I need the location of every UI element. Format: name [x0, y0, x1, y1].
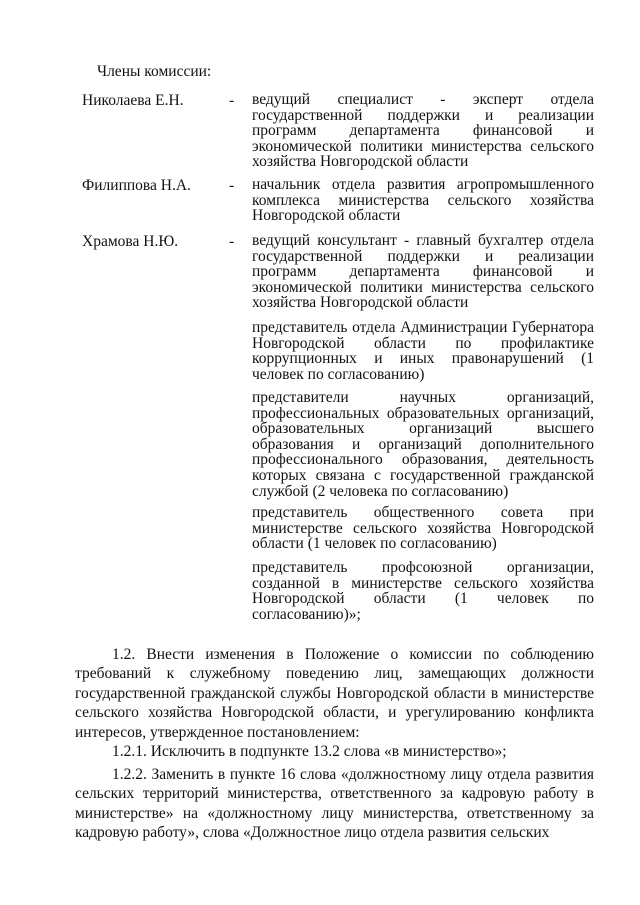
- extra-member-description: представитель отдела Администрации Губернатора Новгородской области по профилактике коррупционных и иных правонарушений (1 человек по согласованию): [252, 319, 594, 383]
- member-dash: -: [229, 92, 235, 109]
- member-name: Храмова Н.Ю.: [82, 233, 179, 250]
- member-name: Николаева Е.Н.: [82, 92, 184, 109]
- extra-member-description: представитель профсоюзной организации, созданной в министерстве сельского хозяйства Новгородской области (1 человек по согласованию)»;: [252, 559, 594, 623]
- member-dash: -: [229, 177, 235, 194]
- body-paragraph: 1.2.1. Исключить в подпункте 13.2 слова «в министерство»;: [112, 743, 507, 760]
- extra-member-description: представители научных организаций, профессиональных образовательных организаций, образовательных организаций высшего образования и организаций дополнительного профессионального образования, деятельность которых связана с государственной гражданской службой (2 человека по согласованию): [252, 389, 594, 500]
- body-paragraph: 1.2.2. Заменить в пункте 16 слова «должностному лицу отдела развития сельских территорий министерства, ответственного за кадровую работу в министерстве» на «должностному лицу министерства, ответственному за кадровую работу», слова «Должностное лицо отдела развития сельских: [75, 766, 594, 842]
- member-description: ведущий специалист - эксперт отдела государственной поддержки и реализации программ департамента финансовой и экономической политики министерства сельского хозяйства Новгородской области: [252, 91, 594, 171]
- member-description: ведущий консультант - главный бухгалтер отдела государственной поддержки и реализации программ департамента финансовой и экономической политики министерства сельского хозяйства Новгородской области: [252, 232, 594, 312]
- member-row: [0, 92, 640, 172]
- extra-member-description: представитель общественного совета при министерстве сельского хозяйства Новгородской области (1 человек по согласованию): [252, 504, 594, 553]
- member-name: Филиппова Н.А.: [82, 177, 191, 194]
- member-dash: -: [229, 233, 235, 250]
- member-description: начальник отдела развития агропромышленного комплекса министерства сельского хозяйства Новгородской области: [252, 176, 594, 225]
- member-row: [0, 233, 640, 313]
- members-heading: Члены комиссии:: [97, 63, 212, 80]
- body-paragraph: 1.2. Внести изменения в Положение о комиссии по соблюдению требований к служебному поведению лиц, замещающих должности государственной гражданской службы Новгородской области в министерстве сельского хозяйства Новгородской области, и урегулированию конфликта интересов, утвержденное постановлением:: [75, 646, 594, 741]
